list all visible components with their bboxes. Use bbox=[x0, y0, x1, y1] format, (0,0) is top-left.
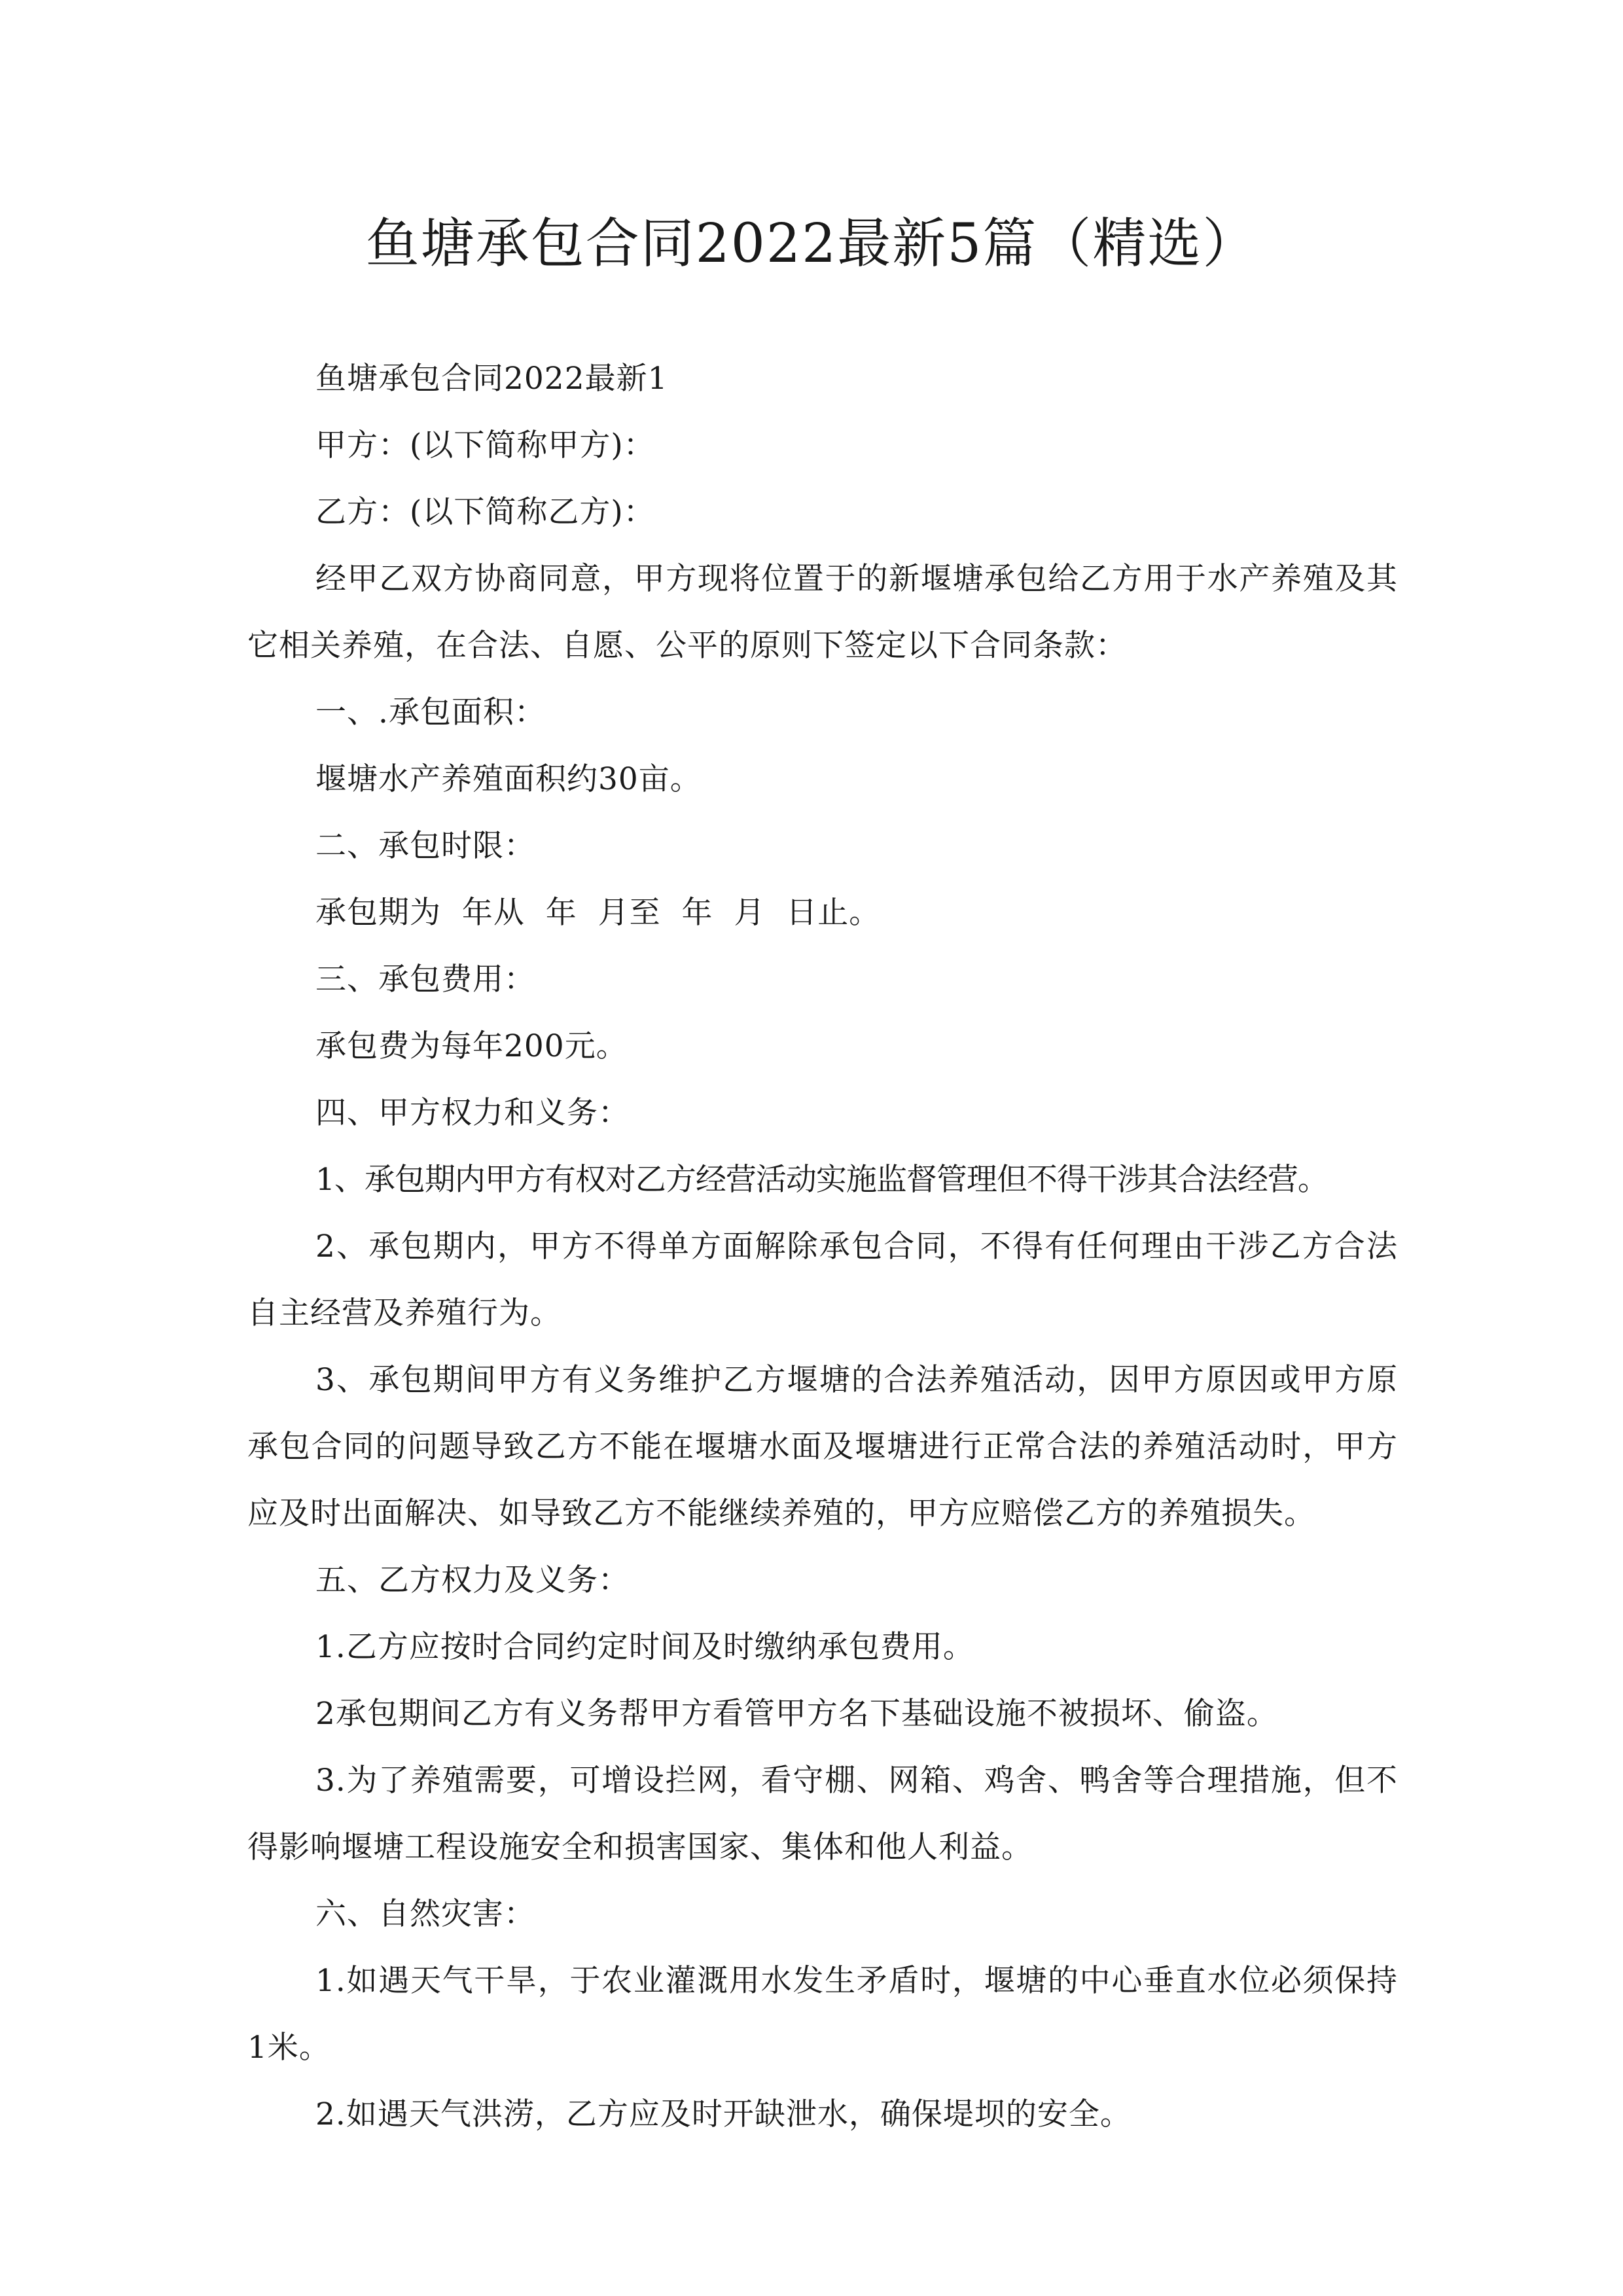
section-heading-party-b-rights: 五、乙方权力及义务： bbox=[315, 1562, 630, 1598]
section-heading-party-a-rights: 四、甲方权力和义务： bbox=[315, 1095, 630, 1131]
document-title: 鱼塘承包合同2022最新5篇（精选） bbox=[365, 213, 1258, 275]
section-heading-fee: 三、承包费用： bbox=[315, 961, 535, 997]
section-heading-area: 一、.承包面积： bbox=[315, 694, 546, 730]
clause-term: 承包期为 年从 年 月至 年 月 日止。 bbox=[315, 895, 881, 931]
clause-party-b-3: 3.为了养殖需要，可增设拦网，看守棚、网箱、鸡舍、鸭舍等合理措施，但不得影响堰塘工程设施安全和损害国家、集体和他人利益。 bbox=[247, 1763, 1398, 1865]
clause-fee: 承包费为每年200元。 bbox=[315, 1028, 628, 1064]
clause-party-a-1: 1、承包期内甲方有权对乙方经营活动实施监督管理但不得干涉其合法经营。 bbox=[315, 1162, 1328, 1198]
party-b-line: 乙方：(以下简称乙方)： bbox=[315, 494, 655, 530]
document-body bbox=[247, 346, 1398, 2148]
contract-heading: 鱼塘承包合同2022最新1 bbox=[315, 361, 668, 397]
section-heading-disasters: 六、自然灾害： bbox=[315, 1896, 535, 1932]
clause-party-b-1: 1.乙方应按时合同约定时间及时缴纳承包费用。 bbox=[315, 1629, 974, 1665]
clause-party-a-3: 3、承包期间甲方有义务维护乙方堰塘的合法养殖活动，因甲方原因或甲方原承包合同的问题导致乙方不能在堰塘水面及堰塘进行正常合法的养殖活动时，甲方应及时出面解决、如导致乙方不能继续养殖的，甲方应赔偿乙方的养殖损失。 bbox=[247, 1362, 1398, 1532]
clause-disaster-2: 2.如遇天气洪涝，乙方应及时开缺泄水，确保堤坝的安全。 bbox=[315, 2096, 1132, 2132]
section-heading-term: 二、承包时限： bbox=[315, 828, 535, 864]
preamble-paragraph: 经甲乙双方协商同意，甲方现将位置于的新堰塘承包给乙方用于水产养殖及其它相关养殖，在合法、自愿、公平的原则下签定以下合同条款： bbox=[247, 561, 1398, 664]
party-a-line: 甲方：(以下简称甲方)： bbox=[315, 427, 655, 463]
clause-party-a-2: 2、承包期内，甲方不得单方面解除承包合同，不得有任何理由干涉乙方合法自主经营及养殖行为。 bbox=[247, 1229, 1398, 1331]
clause-area: 堰塘水产养殖面积约30亩。 bbox=[315, 761, 702, 797]
clause-disaster-1: 1.如遇天气干旱，于农业灌溉用水发生矛盾时，堰塘的中心垂直水位必须保持1米。 bbox=[247, 1963, 1398, 2066]
clause-party-b-2: 2承包期间乙方有义务帮甲方看管甲方名下基础设施不被损坏、偷盗。 bbox=[315, 1696, 1278, 1732]
